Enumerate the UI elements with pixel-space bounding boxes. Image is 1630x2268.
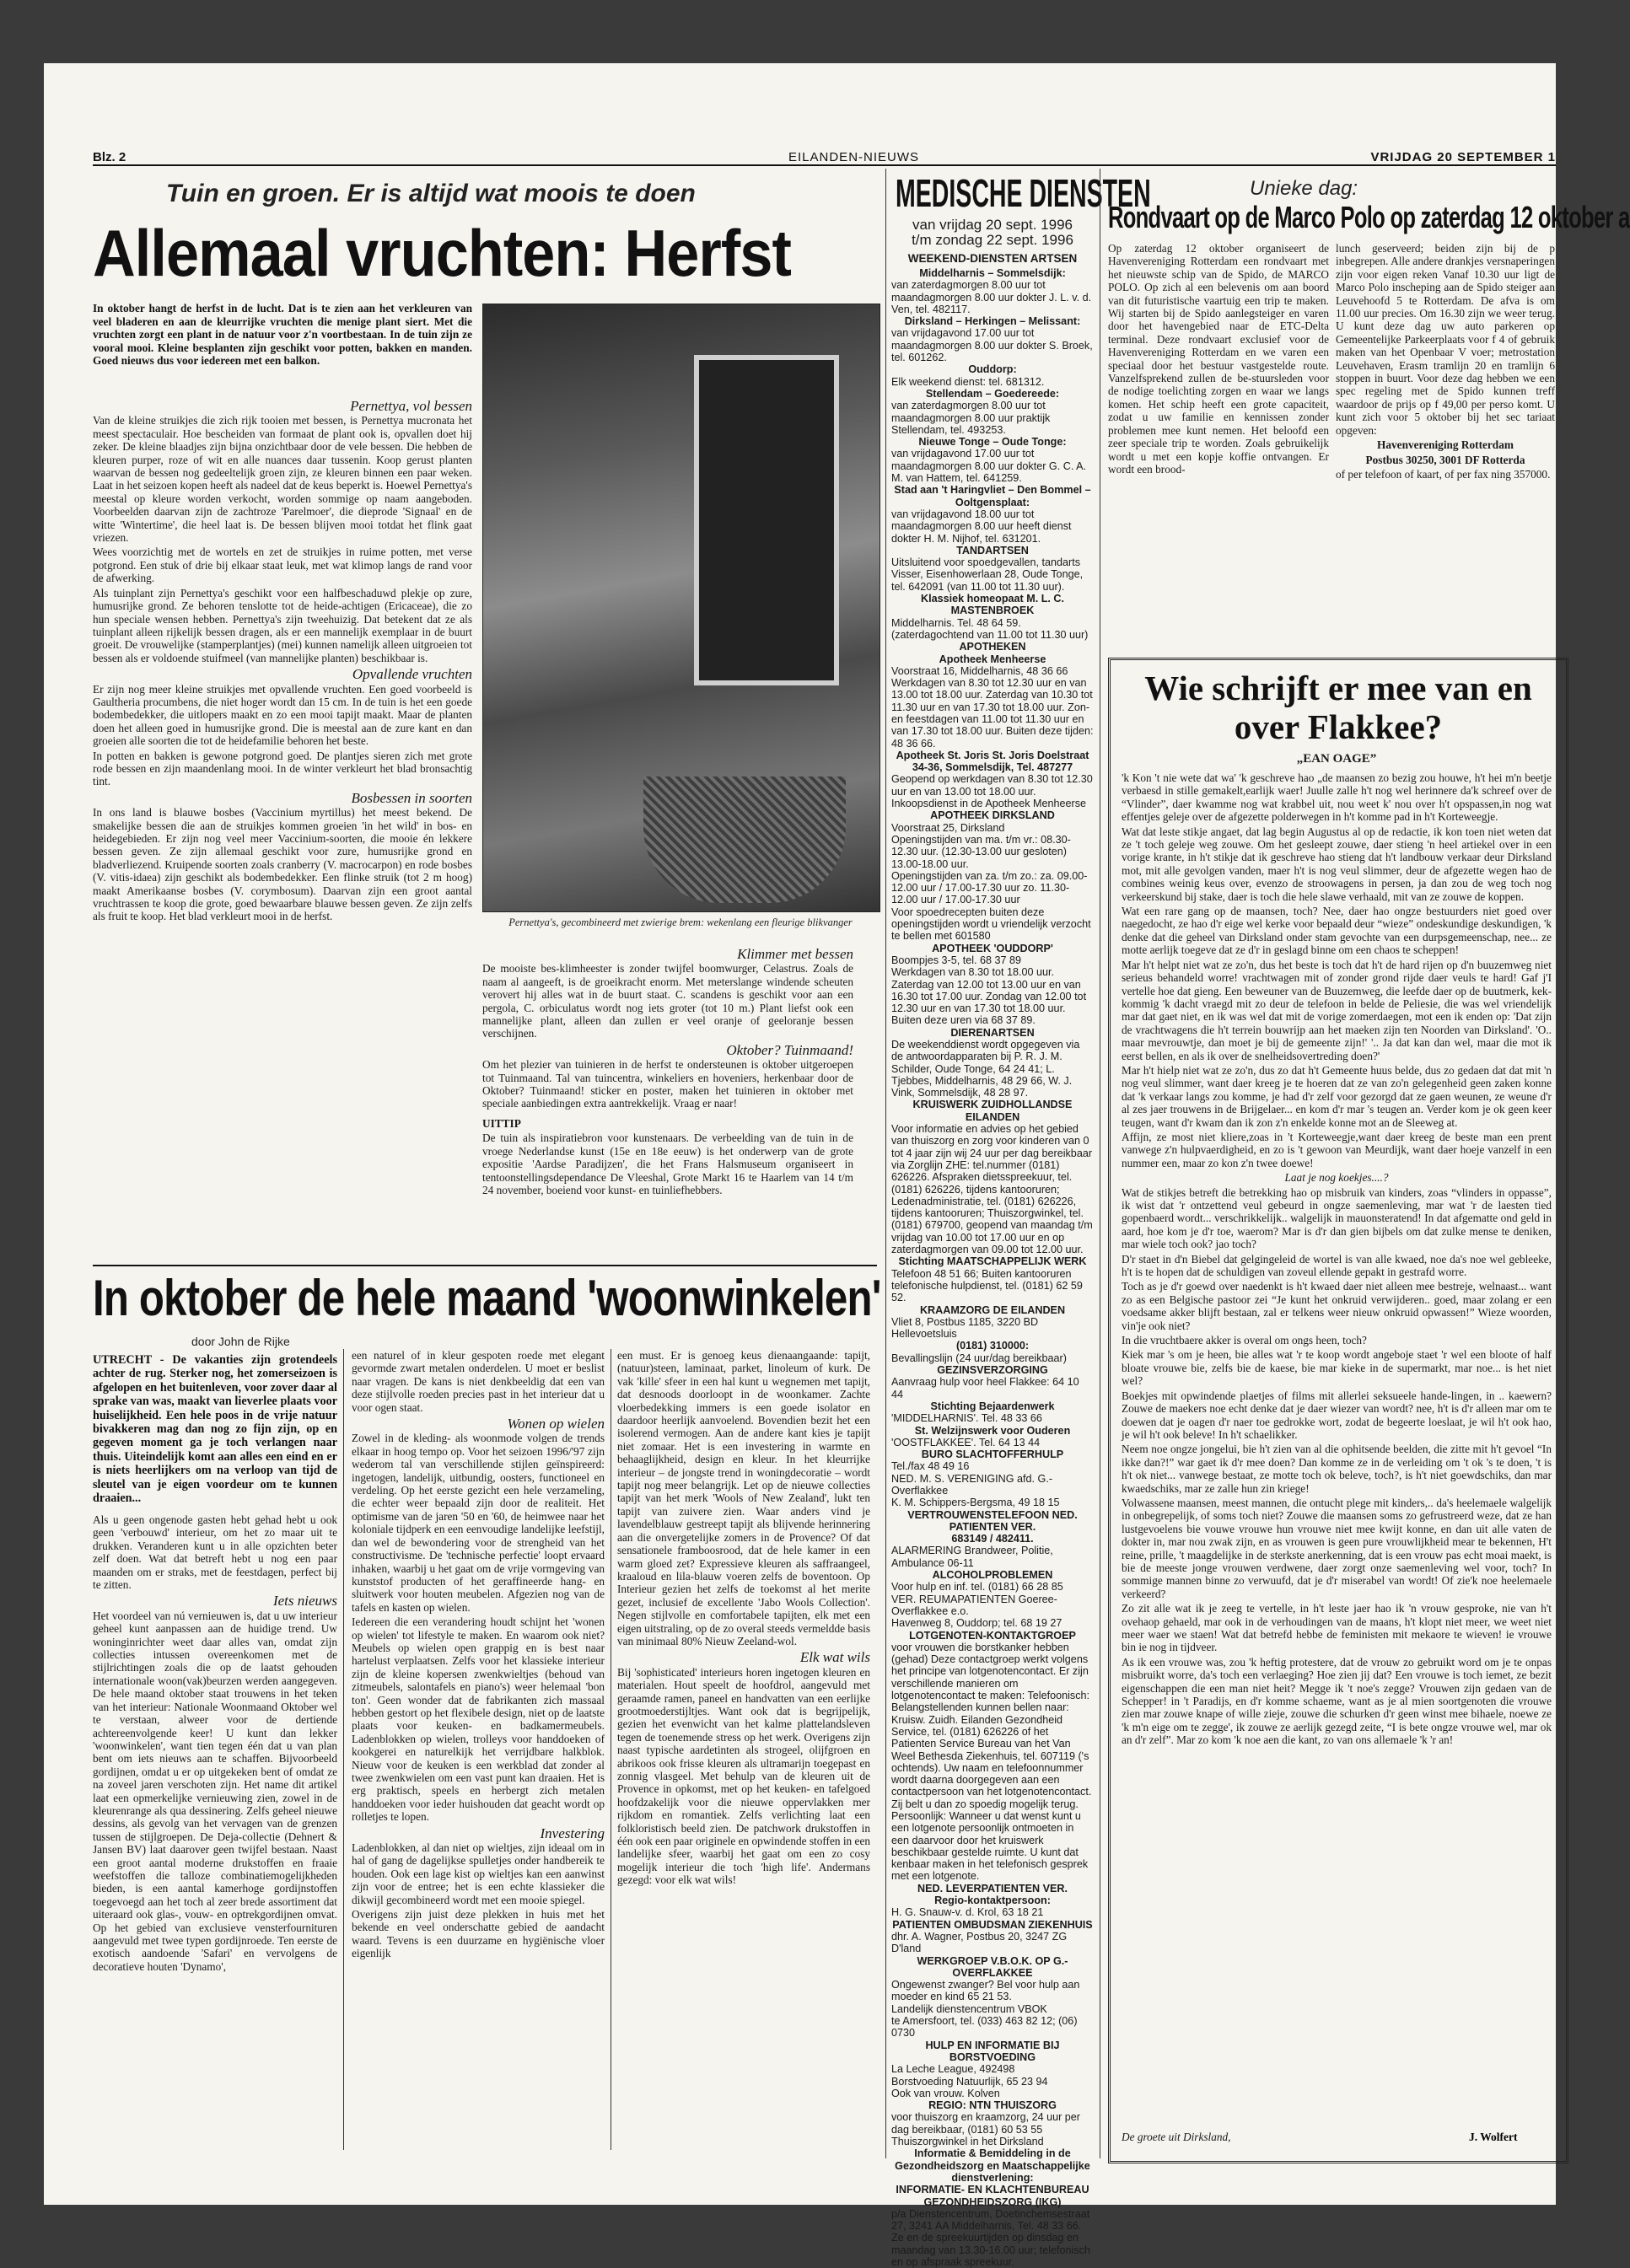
garden-paragraph: Er zijn nog meer kleine struikjes met opvallende vruchten. Een goed voorbeeld is Gaultheria procumbens, die niet hoger wordt dan 15 cm. In de tuin is het een goede bodembedekker, die uitlopers maakt en zo een mooi tapijt maakt. Maar de planten doen het alleen goed in humusrijke grond. Die is meestal aan de zure kant en dan groeien alle soorten die tot de heidefamilie behoren het beste. [93, 682, 472, 748]
woon-column-2 [352, 1349, 605, 2154]
garden-paragraph: Om het plezier van tuinieren in de herfst te ondersteunen is oktober uitgeroepen tot Tuinmaand. Tal van tuincentra, winkeliers en hoveniers, herkenbaar door de Oktober? Tuinmaand! sticker en poster, maken het tuinieren in oktober met speciale aanbiedingen extra aantrekkelijk. Vraag er naar! [482, 1058, 853, 1110]
flakkee-subtitle: „EAN OAGE” [1296, 752, 1377, 766]
medisch-line: 'OOSTFLAKKEE'. Tel. 64 13 44 [891, 1436, 1041, 1448]
medisch-line: Elk weekend dienst: tel. 681312. [891, 375, 1045, 388]
woon-subhead: Iets nieuws [272, 1593, 337, 1610]
medisch-line: Werkdagen van 8.30 tot 18.00 uur. Zaterdag van 12.00 tot 13.00 uur en van 16.30 tot 17.00 uur. Zondag van 12.00 tot 12.30 uur en van 17.30 tot 18.00 uur. Buiten deze uren via 68 37 89. [891, 966, 1087, 1027]
medisch-line: Uitsluitend voor spoedgevallen, tandarts Visser, Eisenhowerlaan 28, Oude Tonge, tel. 642091 (van 11.00 tot 11.30 uur). [891, 556, 1084, 593]
medisch-line: Stad aan 't Haringvliet – Den Bommel – Ooltgensplaat: [894, 484, 1091, 508]
medisch-line: van zaterdagmorgen 8.00 uur tot maandagmorgen 8.00 uur praktijk Stellendam, tel. 493253. [891, 400, 1051, 436]
garden-subhead-5: Oktober? Tuinmaand! [726, 1041, 853, 1058]
garden-headline: Allemaal vruchten: Herfst [93, 216, 791, 290]
woon-byline: door John de Rijke [191, 1335, 290, 1348]
medisch-dates [891, 218, 1094, 248]
flakkee-paragraph: 'k Kon 't nie wete dat wa' 'k geschreve hao „de maansen zo bezig zou houwe, h't hei m'n beetje verbaesd in stille gemakelt,earlijk waer! Juulle zalle h't nog wel herinnere da'k schreef over de “Vlinder”, daer kwamme nog wat krabbel uit, nou weet k' nou over h't opspassen,in nog wat effentjes geleje over de afgezette polderwegen in h't komme pad in h't Korteweegje. [1122, 771, 1552, 824]
rondvaart-paragraph: lunch geserveerd; beiden zijn bij de p inbegrepen. Alle andere drankjes versnaperingen zijn voor eigen reken Vanaf 10.30 uur ligt de Marco Polo inscheping aan de Spido steiger aan Leuvehoofd 5 te Rotterdam. De afva is om 11.00 uur precies. Om 16.30 zijn we weer terug. U kunt deze dag uw auto parkeren op Gemeentelijke Parkeerplaats voor f 4 of gebruik maken van het Openbaar V voer; metrostation Leuvehaven, Erasm tramlijn 20 en tramlijn 6 stoppen in buurt. Voor deze dag hebben we een spec regeling met de Spido kunnen treff waardoor de prijs op f 49,00 per perso komt. U kunt zich voor 5 oktober bij het sec tariaat opgeven: [1336, 242, 1555, 437]
woon-paragraph: Bij 'sophisticated' interieurs horen ingetogen kleuren en materialen. Hout speelt de hoofdrol, aangevuld met geraamde ramen, paneel en handvatten van een eerlijke grootmoederstijltjes. Want ook dat is begrijpelijk, gezien het evenwicht van het kalme plattelandsleven tegen de toenemende stress op het werk. Overigens zijn naast typische aardetinten als strogeel, olijfgroen en abrikoos ook frisse kleuren als ultramarijn toegepast en zonnig vlasgeel. Met behulp van de kleuren uit de Provence in opkomst, met op het keuken- en tafelgoed hoofdzakelijk voor die nieuwe oppervlakken mer rijkdom en romantiek. Zelfs verlichting laat een folkloristisch beeld zien. De patchwork drukstoffen in één ook een paar originele en opwindende stoffen in een landelijke sfeer, waarbij het gaat om een zo cosy mogelijk interieur die toch 'high life'. Andermans gezegd: voor elk wat wils! [617, 1665, 870, 1887]
garden-column [93, 396, 472, 1260]
garden-paragraph: In potten en bakken is gewone potgrond goed. De plantjes sieren zich met grote rode bessen en zijn maandenlang mooi. In de winter verkleurt het blad bronsachtig tint. [93, 749, 472, 788]
medisch-line: 'MIDDELHARNIS'. Tel. 48 33 66 [891, 1412, 1042, 1425]
flakkee-paragraph: Wat de stikjes betreft die betrekking hao op misbruik van kinders, zoas “vlinders in oppasse”, ik wist dat 'r ontzettend veul gebeurd in ongze saemenleving, mar wat 'r de laesten tied gopenbaerd wordt... verschrikkelijk.. walgelijk in mauonsteratend! In dat afgematte ond geld in aard, hoe kom je d'r toe, waerom? Mar is d'r dan gien bijbels om dat zulke mense te deniken, mar wiele toch ook? jao toch? [1122, 1185, 1552, 1251]
medisch-line: REGIO: NTN THUISZORG [928, 2099, 1057, 2112]
medisch-line: te Amersfoort, tel. (033) 463 82 12; (06) 0730 [891, 2015, 1078, 2040]
rondvaart-headline: Rondvaart op de Marco Polo op zaterdag 12 oktober a [1108, 200, 1630, 234]
photo-basket [643, 777, 846, 903]
medisch-line: Voor hulp en inf. tel. (0181) 66 28 85 [891, 1581, 1063, 1594]
medisch-line: Middelharnis. Tel. 48 64 59. (zaterdagochtend van 11.00 tot 11.30 uur) [891, 616, 1089, 641]
flakkee-paragraph: Kiek mar 's om je heen, bie alles wat 'r te koop wordt angeboje staet 'r wel een bloote of half bloate vrouwe bie, zelfs bie de kaese, bie mar kieke in de supermarkt, mar noe... is het niet wel? [1122, 1348, 1552, 1388]
flakkee-paragraph: D'r staet in d'n Biebel dat gelgingeleid de wortel is van alle kwaed, noe da's noe wel gebleeke, h't is te hopen dat de schuldigen van zoveul ellende gepakt in gestrafd worre. [1122, 1252, 1552, 1279]
woon-column-3 [617, 1349, 870, 2154]
medisch-line: Aanvraag hulp voor heel Flakkee: 64 10 44 [891, 1376, 1079, 1400]
flakkee-paragraph: Mar h't helpt niet wat ze zo'n, dus het beste is toch dat h't de hard rijen op d'n buuzemweg niet serieus behandeld worre! vrachtwagen mit of zonder grond rijde daer veuls te hard! Gaf j'I vertelle hoe dat gieng. Een beweuner van de Buuzemweg, die leefde daer op de buutmerk, kek-kommig 'k dacht vraegd mit zo deur de telefoon in belde de Peliesie, die was wel vriendelijk mar dat gaet niet, en ik was wel dat mit de vorige zomerdaegen, mot een ik enden op: 'Dat zijn de vrachtwagens die h't terrein bouwrijp aan het maeken zijn ten Noorden van Dirksland'. 'O.. maar mevrouwtje, dan moet je bij de gemeente zijn!' '.. Ja dat kan dan wel, maar die mot ik eerst bellen, en als ik over de snelheidsovertreding doen?' [1122, 958, 1552, 1062]
woon-headline: In oktober de hele maand 'woonwinkelen' [93, 1270, 881, 1326]
flakkee-column [1122, 771, 1552, 2129]
medisch-line: Stichting MAATSCHAPPELIJK WERK [898, 1255, 1087, 1268]
medisch-line: Openingstijden van za. t/m zo.: za. 09.00-12.00 uur / 17.00-17.30 uur zo. 11.30-12.00 uur / 17.00-17.30 uur [891, 869, 1088, 906]
medisch-line: Ook van vrouw. Kolven [891, 2087, 1000, 2099]
flakkee-paragraph: Volwassene maansen, meest mannen, die ontucht plege mit kinders,.. da's heelemaele walgelijk in onbegrepelijk, of soms toch niet? Zouwe die maansen soms zo gefrustreerd weze, dat ze han lustgevoelens bie vouwe vrouwe hun vrouwe niet mee kwijt konne, en dan uit alle vaten de dokter in, mar nou zwak zijn, en as vrouwen is geen pure vrouwlijkheid mear te bekennen, H't reine, prille, 't maagdelijke in de sterkste anerkenning, dat is een vrouw pas echt moai maekt, is bie de meeste jonge vrouwen verdwene, daer zorgt onze saemenleving wel voor, toch? In sommige mannen binne zo verwuufd, dat je d'r miserabel van wordt! Of zie'k noe heelemaele verkeerd? [1122, 1496, 1552, 1600]
rondvaart-address-1: Havenvereniging Rotterdam [1377, 438, 1514, 452]
woon-paragraph: Iedereen die een verandering houdt schijnt het 'wonen op wielen' tot lifestyle te maken. En waarom ook niet? Meubels op wielen open grappig en is best naar hartelust verplaatsen. Zelfs voor het klassieke interieur zijn de kleine kopersen zwenkwieltjes (behoud van zitmeubels, salontafels en piano's) weer helemaal 'bon ton'. Geen wonder dat de fabrikanten zich massaal hebben gestort op het flexibele design, niet op de laatste plaats voor keuken- en badkamermeubels. Ladenblokken op wielen, trolleys voor handdoeken of kookgerei en naturelkijk het verrijdbare halkblok. Nieuw voor de keuken is een werkblad dat zonder al twee zwenkwielen om een vast punt kan draaien. Het is erg praktisch, speels en herbergt zich metalen handdoeken voor ieder huishouden dat geacht wordt op rolletjes te lopen. [352, 1615, 605, 1824]
medisch-line: DIERENARTSEN [950, 1026, 1035, 1039]
garden-kicker: Tuin en groen. Er is altijd wat moois te doen [166, 180, 696, 207]
medisch-line: Informatie & Bemiddeling in de Gezondheidszorg en Maatschappelijke dienstverlening: [895, 2147, 1090, 2184]
medisch-line: H. G. Snauw-v. d. Krol, 63 18 21 [891, 1906, 1044, 1919]
medisch-line: p/a Dienstencentrum, Doetinchemsestraat 27, 3241 AA Middelharnis, Tel. 48 33 66. Ze en de spreekuurtijden op dinsdag en maandag van 13.30-16.00 uur; telefonisch en op afspraak spreekuur. [891, 2207, 1090, 2268]
medisch-line: Openingstijden van ma. t/m vr.: 08.30-12.30 uur. (12.30-13.00 uur gesloten) 13.00-18.00 uur. [891, 833, 1071, 870]
garden-paragraph: In ons land is blauwe bosbes (Vaccinium myrtillus) het meest bekend. De smakelijke bessen die aan de struikjes kommen groeien 'in het wild' in bos- en heidegebieden. Er zijn nog veel meer Vaccinium-soorten, die mooie én lekkere bessen geven. Ze zijn allemaal geschikt voor zure, humusrijke grond en bladverliezend. Kruipende soorten zoals cranberry (V. macrocarpon) en rode bosbes (V. vitis-idaea) zijn geschikt als bodembedekker. Een flinke struik (tot 2 m hoog) maakt Amerikaanse bosbes (V. corymbosum). Daarvan zijn een groot aantal vruchtrassen te koop die grote, goed bewaarbare blauwe bessen geven. Ze zijn zelfs als fruit te koop. Het blad verkleurt mooi in de herfst. [93, 806, 472, 923]
garden-paragraph: Als tuinplant zijn Pernettya's geschikt voor een halfbeschaduwd plekje op zure, humusrijke grond. Ze behoren tenslotte tot de heide-achtigen (Ericaceae), die zo hun speciale wensen hebben. Pernettya's zijn tweehuizig. Dat betekent dat ze als tuinplant alleen rijkelijk bessen dragen, als er een mannelijk exemplaar in de buurt groeit. De vrouwelijke (stamperplantjes) (mei) kunnen namelijk alleen uitgroeien tot bessen als er voldoende stuifmeel (van mannelijke planten) beschikbaar is. [93, 586, 472, 664]
medisch-line: Stichting Bejaardenwerk [930, 1400, 1055, 1412]
medisch-line: Voor spoedrecepten buiten deze openingstijden wordt u vriendelijk verzocht te bellen met 601580 [891, 906, 1091, 943]
rondvaart-kicker: Unieke dag: [1250, 177, 1358, 200]
woon-paragraph: een naturel of in kleur gespoten roede met elegant gevormde zwart metalen onderdelen. U moet er beslist naar vragen. De kans is niet denkbeeldig dat een van deze stijlvolle roeden precies past in het interieur dat u voor ogen staat. [352, 1349, 605, 1414]
medisch-line: VERTROUWENSTELEFOON NED. PATIENTEN VER. [907, 1508, 1078, 1533]
medisch-date-from: van vrijdag 20 sept. 1996 [912, 217, 1073, 233]
woon-paragraph: Ladenblokken, al dan niet op wieltjes, zijn ideaal om in hal of gang de dagelijkse spulletjes onder handbereik te houden. Ook een lage kist op wieltjes kan een aanwinst zijn voor de entree; het is een echte klassieker die dikwijl gecombineerd wordt met een mooie spiegel. [352, 1841, 605, 1906]
rondvaart-paragraph: Op zaterdag 12 oktober organiseert de Havenvereniging Rotterdam een rondvaart met het nieuwste schip van de Spido, de MARCO POLO. Op zich al een belevenis om aan boord van dit futuristische vaartuig een trip te maken. Wij starten bij de Spido aanlegsteiger en varen door het havengebied naar de ETC-Delta terminal. Deze rondvaart exclusief voor de Havenvereniging Rotterdam en we varen een speciaal door het bestuur vastgestelde route. Vanzelfsprekend zullen de be-stuursleden voor de nodige toelichting zorgen en waar we langs komen. Het schip heeft een grote capaciteit, zodat u uw familie en kennissen zonder problemen mee kunt nemen. Het beloofd een zeer speciale trip te worden. Zoals gebruikelijk wordt u met een kopje koffie ontvangen. Er wordt een brood- [1108, 242, 1329, 476]
rondvaart-column-left [1108, 242, 1329, 617]
garden-paragraph: De tuin als inspiratiebron voor kunstenaars. De verbeelding van de tuin in de vroege Nederlandse kunst (15e en 18e eeuw) is het onderwerp van de grote expositie 'Aardse Paradijzen', die het Frans Halsmuseum organiseert in tentoonstellingsdependance De Vleeshal, Grote Markt 16 te Haarlem van 14 t/m 24 november, boeiend voor kunst- en tuinliefhebbers. [482, 1131, 853, 1196]
page-header [93, 150, 1556, 164]
medisch-line: St. Welzijnswerk voor Ouderen [914, 1424, 1071, 1437]
medisch-line: Nieuwe Tonge – Oude Tonge: [918, 436, 1067, 449]
medisch-line: KRAAMZORG DE EILANDEN [919, 1303, 1066, 1316]
garden-subhead-1: Pernettya, vol bessen [350, 398, 472, 414]
medisch-line: NED. M. S. VERENIGING afd. G.-Overflakkee [891, 1472, 1053, 1497]
woon-paragraph: een must. Er is genoeg keus dienaangaande: tapijt, (natuur)steen, laminaat, parket, linoleum of kurk. De vak 'kille' sfeer in een hal kunt u wegnemen met tapijt, dat desnoods doorloopt in de woonkamer. Zachte vloerbedekking immers is een goede isolator en daardoor heerlijk aanvoelend. Bovendien bezit het een isolerend vermogen. Aan de andere kant kies je tapijt niet zomaar. Het is een investering in warmte en behaaglijkheid, design en kleur. In het kleurrijke interieur – de jongste trend in woningdecoratie – wordt tapijt nog meer belangrijk. Let op de nieuwe collecties tapijt van het merk 'Wools of New Zealand', lukt ten tapijt van zuivere zien. Waar anders vind je lavendelblauw gestreept tapijt als blijvende herinnering aan die onvergetelijke zomers in de Provence? Of dat sensationele framboosrood, dat de hele kamer in een warm gloed zet? Expressieve kleuren als saffraangeel, kraaloud en lila-blauw voeren zelfs de boventoon. Op Interieur gezien het zelfs de toekomst al het merite gezet, inclusief de excellente 'Jabo Wools Collection'. Negen stijlvolle en comfortabele tapijten, elk met een eigen uitstraling, op de zo overal steeds vermeldde basis van minimaal 80% Nieuw Zeeland-wol. [617, 1349, 870, 1647]
woon-subhead: Investering [540, 1825, 605, 1841]
medisch-line: La Leche League, 492498 [891, 2063, 1015, 2076]
medisch-title: MEDISCHE DIENSTEN [896, 171, 1151, 215]
photo-window [694, 355, 839, 685]
medisch-line: KRUISWERK ZUIDHOLLANDSE EILANDEN [912, 1099, 1073, 1123]
medisch-line: INFORMATIE- EN KLACHTENBUREAU GEZONDHEIDSZORG (IKG) [896, 2184, 1089, 2208]
medisch-line: APOTHEKEN [959, 641, 1026, 653]
medisch-line: Regio-kontaktpersoon: [934, 1894, 1051, 1907]
woon-subhead: Elk wat wils [799, 1649, 870, 1666]
flakkee-subhead: Laat je nog koekjes....? [1284, 1171, 1389, 1185]
medisch-line: Telefoon 48 51 66; Buiten kantooruren telefonische hulpdienst, tel. (0181) 62 59 52. [891, 1267, 1083, 1304]
woon-column-1 [93, 1513, 337, 2154]
medisch-line: Dirksland – Herkingen – Melissant: [904, 315, 1081, 328]
medisch-line: TANDARTSEN [956, 544, 1029, 556]
flakkee-closing: De groete uit Dirksland, [1122, 2131, 1231, 2143]
medisch-line: Ongewenst zwanger? Bel voor hulp aan moeder en kind 65 21 53. [891, 1979, 1080, 2003]
woon-subhead: Wonen op wielen [507, 1416, 605, 1432]
flakkee-title: Wie schrijft er mee van en over Flakkee? [1144, 669, 1532, 746]
medisch-line: Klassiek homeopaat M. L. C. MASTENBROEK [920, 593, 1065, 617]
medisch-line: van zaterdagmorgen 8.00 uur tot maandagmorgen 8.00 uur dokter J. L. v. d. Ven, tel. 482117. [891, 279, 1092, 315]
medisch-line: (0181) 310000: [955, 1340, 1030, 1352]
medisch-line: dhr. A. Wagner, Postbus 20, 3247 ZG D'land [891, 1930, 1068, 1955]
medisch-line: Stellendam – Goedereede: [925, 387, 1060, 400]
newspaper-name: EILANDEN-NIEUWS [788, 150, 920, 164]
medisch-line: Tel./fax 48 49 16 [891, 1460, 970, 1473]
garden-column-right [482, 944, 853, 1265]
woon-paragraph: Zowel in de kleding- als woonmode volgen de trends elkaar in hoog tempo op. Voor het seizoen 1996/'97 zijn wederom tal van verschillende stijlen geïnspireerd: ingetogen, landelijk, uitbundig, oosters, functioneel en verdeling. Op het eerste gezicht een hele verzameling, die echter weer bepaald zijn door de realiteit. Het optimisme van de jaren '50 en '60, de heimwee naar het koloniale tijdperk en een eenvoudige landelijke leefstijl, dan wel de bewondering voor de strengheid van het constructivisme. De 'technische perfectie' loopt ervaard inhaken, waarbij u het gaat om de vrije vormgeving van kunststof producten of het geraffineerde hang- en sluitwerk voor houten meubelen. Afgezien nog van de tafels en kasten op wielen. [352, 1432, 605, 1614]
medisch-line: K. M. Schippers-Bergsma, 49 18 15 [891, 1497, 1060, 1509]
medisch-line: Boompjes 3-5, tel. 68 37 89 [891, 954, 1022, 966]
medisch-line: WERKGROEP V.B.O.K. OP G.-OVERFLAKKEE [917, 1954, 1068, 1979]
uittip-label: UITTIP [482, 1116, 521, 1130]
medisch-line: Middelharnis – Sommelsdijk: [919, 267, 1066, 279]
garden-subhead-3: Bosbessen in soorten [351, 789, 472, 806]
medisch-line: 683149 / 482411. [951, 1533, 1034, 1545]
medisch-line: Landelijk dienstencentrum VBOK [891, 2002, 1047, 2015]
medisch-line: HULP EN INFORMATIE BIJ BORSTVOEDING [925, 2039, 1060, 2063]
medisch-listing [891, 267, 1094, 2268]
flakkee-paragraph: Boekjes mit opwindende plaetjes of films mit allerlei seksueele hande-lingen, in .. kaewern? Zouwe de maekers noe echt denke dat je daer wiezer van wordt? nee, h't is d'r alleen mar om te doewen dat je oagen d'r naer toe gedrokke wort, zodat de begeerte loeslaat, je wil h't ook hao, je wil h't ook beleve! In h't schaelikker. [1122, 1389, 1552, 1441]
column-divider [343, 1349, 344, 2150]
medisch-line: PATIENTEN OMBUDSMAN ZIEKENHUIS [892, 1918, 1093, 1931]
page-number: Blz. 2 [93, 150, 126, 164]
flakkee-paragraph: As ik een vrouwe was, zou 'k heftig protestere, dat de vrouw zo gebruikt word om je te onpas misbruikt worre, da's toch een verlaeging? Hoe zien jij dat? Een vrouwe is toch iemet, ze bezit eigenschappen die een man niet heit? Megge ik 't noe's zegge? Vrouwen zijn gedaen van de Schepper! in 't Paradijs, en d'r komme schaeme, want as je al mien soortgenoten die vrouwe zien mar zouwe knape of wille zieje, zouwe die schurken d'r geen winst mee bihaele, noewe ze 'k m'n eige om te zegge', ik zouwe ze aerlijk gezegd zeite, “I is bete ongze vrouwe wel, mar ok an d'r zelf”. Mar zo kom 'k noe aen die kant, zo van ons allemaele 'k 'r an! [1122, 1655, 1552, 1747]
garden-subhead-4: Klimmer met bessen [737, 946, 853, 962]
medisch-date-to: t/m zondag 22 sept. 1996 [912, 232, 1073, 248]
medisch-line: Havenweg 8, Ouddorp; tel. 68 19 27 [891, 1617, 1062, 1630]
woon-top-rule [93, 1265, 877, 1266]
flakkee-paragraph: Affijn, ze most niet kliere,zoas in 't Korteweegje,want daer kreeg de beste man een prent vanwege z'n hulpvaerdigheid, en zo is 't gewoon van Meurdijk, want daer hoeje vanzelf in een nummer een, maar zo kon z'n twee doewe! [1122, 1130, 1552, 1169]
woon-lead: UTRECHT - De vakanties zijn grotendeels achter de rug. Sterker nog, het zomerseizoen is afgelopen en het buitenleven, voor zover daar al sprake van was, maakt van lieverlee plaats voor huiselijkheid. Een hele poos in de vrije natuur bivakkeren mag dan nog zo fijn zijn, op en gegeven moment ga je toch verlangen naar thuis. Uiteindelijk komt aan alles een eind en er is niets heerlijkers om na verloop van tijd de sleutel van je eigen voordeur om te kunnen draaien... [93, 1353, 337, 1506]
medisch-line: Werkdagen van 8.30 tot 12.30 uur en van 13.00 tot 18.00 uur. Zaterdag van 10.30 tot 11.30 uur en van 17.30 tot 18.00 uur. Zon- en feestdagen van 11.00 tot 11.30 uur en van 17.30 tot 18.00 uur. Buiten deze tijden: 48 36 66. [891, 677, 1094, 750]
garden-paragraph: De mooiste bes-klimheester is zonder twijfel boomwurger, Celastrus. Zoals de naam al aangeeft, is de groeikracht enorm. Met meterslange windende scheuten verovert hij alles wat in de buurt staat. C. scandens is geschikt voor aan een pergola, C. orbiculatus wordt nog iets groter (tot 10 m.) Plant liefst ook een mannelijke plant, alleen dan zullen er veel oranje of geeloranje bessen verschijnen. [482, 962, 853, 1040]
medisch-line: Ouddorp: [968, 363, 1017, 376]
rondvaart-address-3: of per telefoon of kaart, of per fax ning 357000. [1336, 467, 1551, 481]
woon-paragraph: Als u geen ongenode gasten hebt gehad hebt u ook geen 'verbouwd' interieur, om het zo maar uit te drukken. Veranderen kunt u in alle opzichten beter zelf doen. Wat dat betreft hebt u nog een paar maanden om er straks, met de feestdagen, perfect bij te zitten. [93, 1513, 337, 1592]
flakkee-paragraph: Wat een rare gang op de maansen, toch? Nee, daer hao ongze bestuurders niet goed over naegedocht, ze hao d'r eige wel kerke voor bepaald deur “wieze” ondeskundige deskundigen, 'k denke dat die geheel van Dirksland onder stam gevochte van een durpsgemeenschap, nee... ze motte aerlijk toegeve dat ze d'r in geslagd binne om een chaos te scheppen! [1122, 905, 1552, 957]
flakkee-paragraph: In die vruchtbaere akker is overal om ongs heen, toch? [1122, 1334, 1367, 1347]
flakkee-author: J. Wolfert [1469, 2131, 1518, 2143]
medisch-line: Voorstraat 16, Middelharnis, 48 36 66 [891, 664, 1068, 677]
plant-photo [482, 304, 880, 912]
issue-date: VRIJDAG 20 SEPTEMBER 1 [1370, 150, 1556, 164]
flakkee-paragraph: Zo zit alle wat ik je zeeg te vertelle, in h't leste jaer hao ik 'n vrouw gesproke, nie van h't ovehaop gehaeld, mar ook in de verhoudingen van de maans, h't klopt niet meer, we weet niet meer waer we staen! Wat dat betrefd hebbe de feministen mit mekaore te wieven! ie vrouwe bin ie nog in tijdveer. [1122, 1602, 1552, 1654]
medisch-line: VER. REUMAPATIENTEN Goeree-Overflakkee e.o. [891, 1593, 1057, 1617]
medisch-line: BURO SLACHTOFFERHULP [921, 1448, 1064, 1461]
woon-paragraph: Het voordeel van nú vernieuwen is, dat u uw interieur geheel kunt aanpassen aan de huidige trend. Uw woninginrichter weet daar alles van, omdat zijn collecties intussen overeenkomen met de stijlrichtingen zoals die op de laatst gehouden internationale woon(vak)beurzen werden aangegeven. De hele maand oktober staat trouwens in het teken van het interieur: Nationale Woonmaand Oktober wel te verstaan, alweer voor de dertiende achtereenvolgende keer! U kunt dan lekker 'woonwinkelen', want tien tegen één dat u van plan bent om iets nieuws aan te schaffen. Bijvoorbeeld gordijnen, omdat u er op uitgekeken bent of omdat ze na zoveel jaren verschoten zijn. Het name dit artikel laat een opmerkelijke vernieuwing zien, zowel in de kleurenrange als qua dessinering. Zelfs geheel nieuwe dessins, als gevolg van het vervagen van de grenzen tussen de stijlgroepen. De Deja-collectie (Dehnert & Jansen BV) laat daarover geen twijfel bestaan. Naast een groot aantal moderne drukstoffen en fraaie weefstoffen die talloze combinatiemogelijkheden bieden, is een aantal kamerhoge gordijnstoffen toegevoegd aan het toch al zeer brede assortiment dat uiteraard ook glas-, vouw- en optrekgordijnen omvat. Op het gebied van exclusieve vensterfournituren aangevuld met twee typen gordijnroede. Ten eerste de exotisch aandoende 'Safari' en vervolgens de decoratieve houten 'Dynamo', [93, 1609, 337, 1973]
medisch-line: van vrijdagavond 17.00 uur tot maandagmorgen 8.00 uur dokter S. Broek, tel. 601262. [891, 327, 1093, 364]
medisch-weekend-heading: WEEKEND-DIENSTEN ARTSEN [907, 252, 1078, 265]
medisch-line: Vliet 8, Postbus 1185, 3220 BD Hellevoetsluis [891, 1315, 1039, 1341]
medisch-line: Apotheek St. Joris St. Joris Doelstraat 34-36, Sommelsdijk, Tel. 487277 [896, 749, 1089, 774]
medisch-line: LOTGENOTEN-KONTAKTGROEP [909, 1629, 1076, 1642]
flakkee-paragraph: Wat dat leste stikje angaet, dat lag begin Augustus al op de redactie, ik kon toen niet weten dat ze 't toch geleje weg zouwe. Om het gesleept zouwe, daer stieng 'n heel artiekel over in een vorige krante, in h't stikje dat ik geschreve hao stieng dat h't landbouw verkaar deur Dirksland mot, mit alle gevolgen vanden, maer h't is nog veul slimmer, deur de afgezette wegen hao de combines weinig keus over, evenzo de stroowagens in persen, ja dan zou de weg toch nog verkeerskund bij stake, daer is toch die hele slawe verhaald, mit van ze zouwe de koppen. [1122, 825, 1552, 903]
medisch-line: Voorstraat 25, Dirksland [891, 821, 1005, 834]
medisch-line: voor thuiszorg en kraamzorg, 24 uur per dag bereikbaar, (0181) 60 53 55 [891, 2111, 1081, 2136]
header-rule [93, 164, 1556, 166]
medisch-line: GEZINSVERZORGING [937, 1364, 1048, 1377]
flakkee-paragraph: Neem noe ongze jongelui, bie h't zien van al die ophitsende beelden, die zitte mit h't gevoel “In ikke dan?!” war gaet ik d'r mee doen? Dan komme ze in de verleiding om 't ok 's te doen, 't is h't ok niet... vanwege bestaat, ze motte toch ok beleve, toch?, is h't niet goewdschiks, dan mar kwaedschiks, mar ze zalle hun zin kriege! [1122, 1443, 1552, 1495]
garden-lead: In oktober hangt de herfst in de lucht. Dat is te zien aan het verkleuren van veel bladeren en aan de kleurrijke vruchten die menige plant siert. Met die vruchten zorgt een plant in de natuur voor z'n voortbestaan. In de tuin zijn ze vooral mooi. Kleine besplanten zijn geschikt voor potten, bakken en manden. Goed nieuws dus voor iedereen met een balkon. [93, 302, 472, 368]
medisch-line: APOTHEEK DIRKSLAND [930, 809, 1055, 822]
medisch-line: NED. LEVERPATIENTEN VER. [917, 1882, 1068, 1894]
flakkee-paragraph: Toch as je d'r goewd over naedenkt is h't kwaed daer niet alleen mee bestreje, welnaast... want zo as een Belgische pastoor zei “Je kunt het onkruid verwijderen.. goed, maar zolang er een voedsame akker blijft bestaan, zal er telkens weer nieuw onkruid opwassen!” Wieze woorden, vin'je ook niet? [1122, 1280, 1552, 1332]
rondvaart-address-2: Postbus 30250, 3001 DF Rotterda [1365, 453, 1525, 466]
medisch-line: ALARMERING Brandweer, Politie, Ambulance 06-11 [891, 1545, 1053, 1569]
flakkee-paragraph: Mar h't hielp niet wat ze zo'n, dus zo dat h't Gemeente huus belde, dus zo gedaen dat dat mit 'n nog veul slimmer, want daer kreeg je te hoeren dat ze van zo'n gelegenheid geen zaken konne dat 'k verkaar langs zou komme, je had d'r zelf voor gezorgd dat ze gaen weunen, ze weune d'r al zes jaer trouwens in de Brijgelaer... en kom d'r mar 's teugen an. Verder kom je ok geen keer teugen, want d'r kwam dan ik zon z'n enkelde konne mot an de Sleeweg at. [1122, 1063, 1552, 1129]
rondvaart-column-right [1336, 242, 1555, 617]
medisch-line: Thuiszorgwinkel in het Dirksland [891, 2136, 1044, 2148]
medisch-line: ALCOHOLPROBLEMEN [932, 1569, 1053, 1582]
medisch-line: Geopend op werkdagen van 8.30 tot 12.30 uur en van 13.00 tot 18.00 uur. Inkoopsdienst in de Apotheek Menheerse [891, 773, 1093, 810]
garden-paragraph: Wees voorzichtig met de wortels en zet de struikjes in ruime potten, met verse potgrond. Een stuk of drie bij elkaar staat leuk, met wat klimop langs de rand voor de afwerking. [93, 546, 472, 585]
garden-paragraph: Van de kleine struikjes die zich rijk tooien met bessen, is Pernettya mucronata het meest spectaculair. Hoe bescheiden van formaat de plant ook is, opvallen doet hij zeker. De kleine blaadjes zijn bijna onzichtbaar door de vele bessen. Die hebben de kleuren purper, roze of wit en alle nuances daar tussenin. Koop gerust planten waarvan de bessen nog gedeeltelijk groen zijn, ze kleuren binnen een paar weken. Laat in het seizoen kopen heeft als nadeel dat de keus beperkt is. Hoewel Pernettya's meestal op kleure worden verkocht, worden sommige op naam aangeboden. Voorbeelden daarvan zijn de zachtroze 'Parelmoer', die dieprode 'Signaal' en de witte 'Wintertime', die heel laat is. De bessen blijven mooi totdat het flink gaat vriezen. [93, 414, 472, 545]
medisch-line: voor vrouwen die borstkanker hebben (gehad) Deze contactgroep werkt volgens het principe van lotgenotencontact. Er zijn verschillende manieren om lotgenotencontact te maken: Telefoonisch: Belangstellenden kunnen bellen naar: Kruisw. Zuidh. Eilanden Gezondheid Service, tel. (0181) 626226 of het Patienten Service Bureau van het Van Weel Bethesda Ziekenhuis, tel. 607119 ('s ochtends). Uw naam en telefoonnummer wordt daarna doorgegeven aan een contactpersoon van het lotgenotencontact. Zij belt u dan zo spoedig mogelijk terug. Persoonlijk: Wanneer u dat wenst kunt u een lotgenote persoonlijk ontmoeten in een daarvoor door het kruiswerk beschikbaar gestelde ruimte. U kunt dat kenbaar maken in het telefonisch gesprek met een lotgenote. [891, 1641, 1092, 1883]
photo-caption: Pernettya's, gecombineerd met zwierige brem: wekenlang een fleurige blikvanger [508, 916, 853, 928]
medisch-line: APOTHEEK 'OUDDORP' [932, 942, 1053, 954]
medisch-line: Borstvoeding Natuurlijk, 65 23 94 [891, 2075, 1048, 2088]
garden-subhead-2: Opvallende vruchten [352, 666, 472, 683]
medisch-line: De weekenddienst wordt opgegeven via de antwoordapparaten bij P. R. J. M. Schilder, Oude Tonge, 64 24 41; L. Tjebbes, Middelharnis, 48 29 66, W. J. Vink, Sommelsdijk, 48 28 97. [891, 1039, 1080, 1099]
medisch-line: van vrijdagavond 18.00 uur tot maandagmorgen 8.00 uur heeft dienst dokter H. M. Nijhof, tel. 631201. [891, 508, 1072, 545]
medisch-line: Voor informatie en advies op het gebied van thuiszorg en zorg voor kinderen van 0 tot 4 jaar zijn wij 24 uur per dag bereikbaar via Zorglijn ZHE: tel.nummer (0181) 626226. Afspraken dietsspreekuur, tel. (0181) 626226, tijdens kantooruren; Ledenadministratie, tel. (0181) 626226, tijdens kantooruren; Thuiszorgwinkel, tel. (0181) 679700, geopend van maandag t/m vrijdag van 10.00 tot 17.00 uur en op zaterdagmorgen van 09.00 tot 12.00 uur. [891, 1123, 1093, 1256]
woon-paragraph: Overigens zijn juist deze plekken in huis met het bekende en veel onderschatte gebied de aandacht waard. Tevens is een duurzame en hygiënische vloer eigenlijk [352, 1908, 605, 1960]
medisch-line: Bevallingslijn (24 uur/dag bereikbaar) [891, 1352, 1067, 1364]
newspaper-page [44, 63, 1630, 2268]
column-divider [885, 169, 886, 2158]
medisch-line: Apotheek Menheerse [939, 653, 1046, 665]
medisch-line: van vrijdagavond 17.00 uur tot maandagmorgen 8.00 uur dokter G. C. A. M. van Hattem, tel. 641259. [891, 448, 1087, 485]
